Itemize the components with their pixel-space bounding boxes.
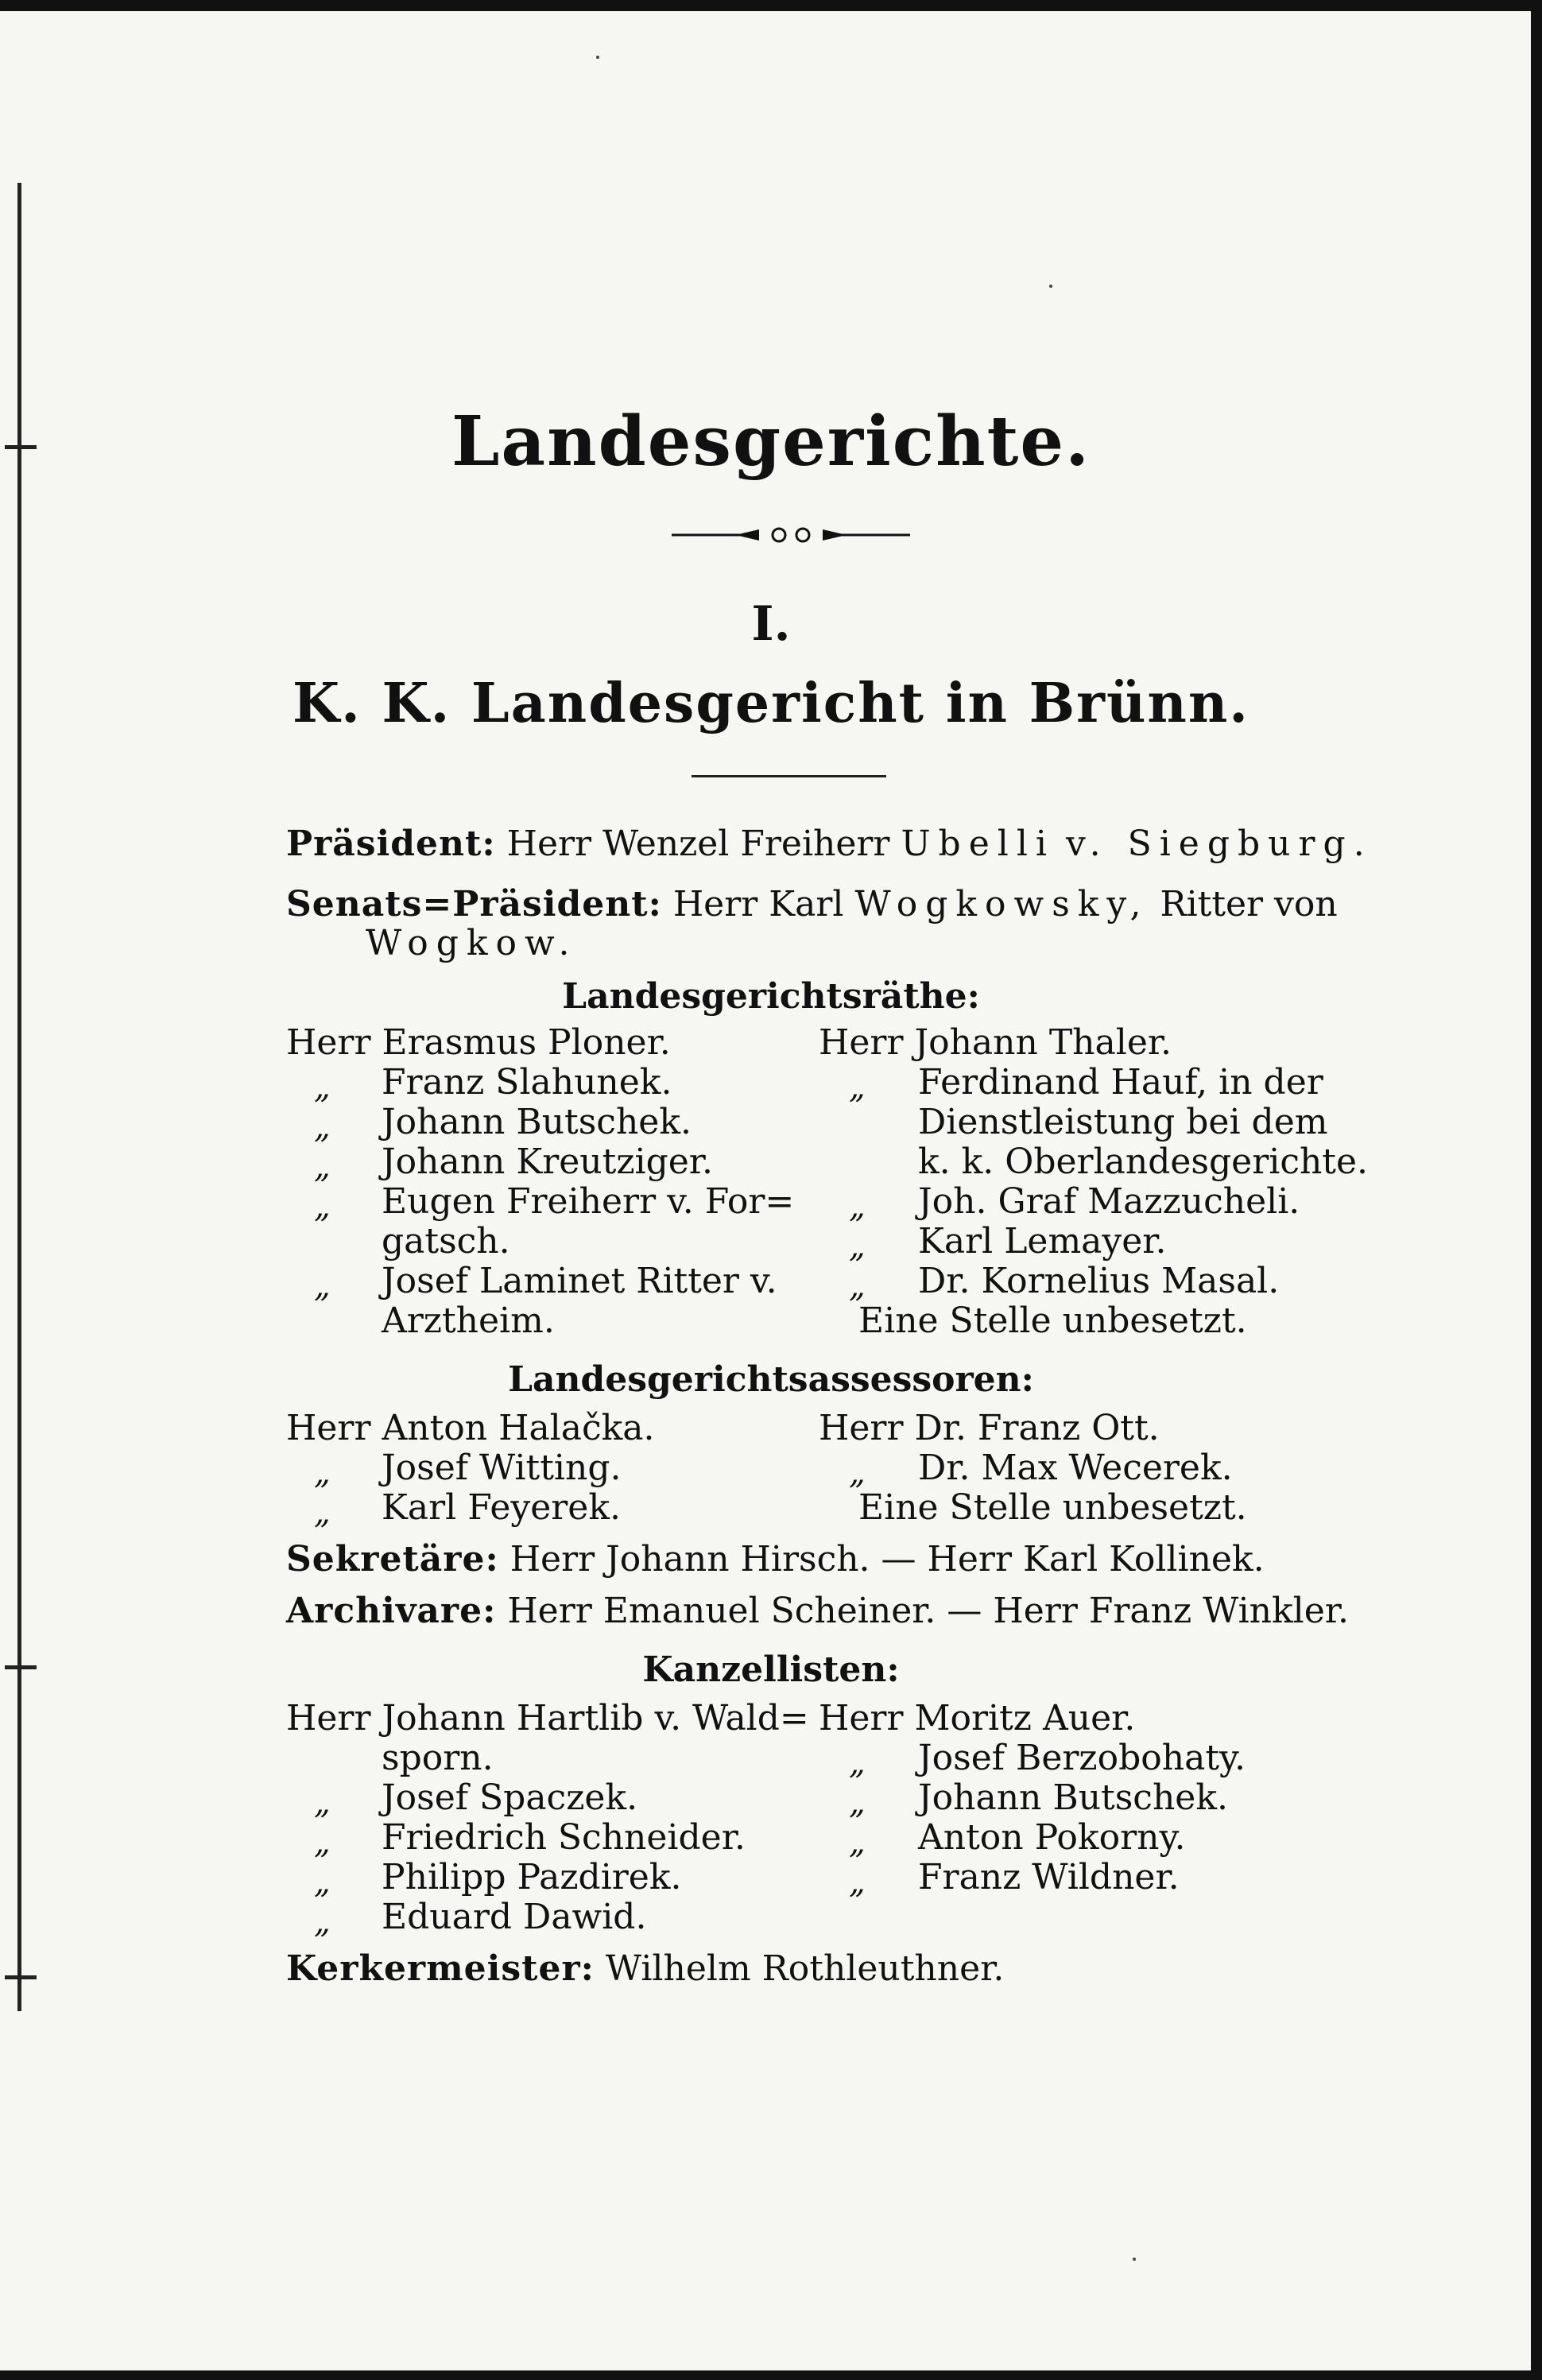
ditto-mark: „ [849, 1745, 866, 1781]
raethe-left-5: gatsch. [382, 1221, 510, 1262]
ditto-mark: „ [314, 1455, 331, 1491]
raethe-right-7: Eine Stelle unbesetzt. [858, 1300, 1247, 1341]
ditto-mark: „ [849, 1188, 866, 1225]
kanzellisten-right-1: Josef Berzobohaty. [918, 1738, 1246, 1778]
kanzellisten-right-0: Herr Moritz Auer. [819, 1698, 1136, 1738]
ditto-mark: „ [314, 1785, 331, 1821]
senats-praesident-line [286, 884, 1338, 924]
kanzellisten-left-1: sporn. [382, 1738, 494, 1778]
ditto-mark: „ [314, 1864, 331, 1901]
raethe-left-0: Herr Erasmus Ploner. [286, 1022, 671, 1063]
assessoren-left-2: Karl Feyerek. [382, 1487, 621, 1528]
praesident-line [286, 824, 1373, 864]
raethe-right-5: Karl Lemayer. [918, 1221, 1167, 1262]
raethe-right-1: Ferdinand Hauf, in der [918, 1062, 1323, 1103]
archivare-line [286, 1591, 1349, 1631]
kerkermeister-label: Kerkermeister: [286, 1948, 595, 1989]
page-title: Landesgerichte. [451, 401, 1091, 482]
senats-praesident-surname: Wogkowsky, [854, 884, 1149, 924]
ditto-mark: „ [314, 1069, 331, 1106]
ditto-mark: „ [849, 1069, 866, 1106]
ditto-mark: „ [849, 1228, 866, 1265]
kanzellisten-left-5: Eduard Dawid. [382, 1897, 647, 1937]
assessoren-heading: Landesgerichtsassessoren: [508, 1359, 1034, 1400]
scan-edge-bottom [0, 2370, 1542, 2380]
raethe-right-3: k. k. Oberlandesgerichte. [918, 1142, 1369, 1182]
raethe-left-4: Eugen Freiherr v. For= [382, 1181, 795, 1222]
ditto-mark: „ [314, 1268, 331, 1304]
assessoren-left-0: Herr Anton Halačka. [286, 1408, 655, 1448]
praesident-label: Präsident: [286, 824, 496, 864]
praesident-name: Herr Wenzel Freiherr [506, 824, 890, 864]
raethe-left-7: Arztheim. [382, 1300, 555, 1341]
raethe-left-6: Josef Laminet Ritter v. [382, 1261, 777, 1301]
kanzellisten-left-4: Philipp Pazdirek. [382, 1857, 682, 1897]
raethe-left-1: Franz Slahunek. [382, 1062, 672, 1103]
assessoren-right-2: Eine Stelle unbesetzt. [858, 1487, 1247, 1528]
praesident-rest: v. Siegburg. [1065, 824, 1373, 864]
kanzellisten-right-3: Anton Pokorny. [918, 1817, 1186, 1858]
margin-mark [5, 1975, 37, 1979]
ditto-mark: „ [314, 1109, 331, 1145]
assessoren-left-1: Josef Witting. [382, 1448, 622, 1488]
scan-edge-right [1531, 0, 1542, 2380]
kanzellisten-right-4: Franz Wildner. [918, 1857, 1180, 1897]
senats-praesident-line2: Wogkow. [366, 923, 578, 963]
ornament-divider [672, 523, 910, 547]
kerkermeister-line [286, 1948, 1005, 1989]
sekretaere-label: Sekretäre: [286, 1539, 499, 1580]
ditto-mark: „ [314, 1824, 331, 1861]
ditto-mark: „ [314, 1188, 331, 1225]
sekretaere-line [286, 1539, 1265, 1580]
praesident-surname: Ubelli [901, 824, 1055, 864]
title-rule [692, 775, 886, 777]
scan-edge-top [0, 0, 1542, 11]
senats-praesident-text1: Herr Karl [672, 884, 844, 924]
ditto-mark: „ [849, 1785, 866, 1821]
senats-praesident-text2: Ritter von [1160, 884, 1338, 924]
archivare-label: Archivare: [286, 1591, 497, 1631]
ditto-mark: „ [849, 1268, 866, 1304]
senats-praesident-label: Senats=Präsident: [286, 884, 662, 924]
kanzellisten-left-3: Friedrich Schneider. [382, 1817, 746, 1858]
raethe-right-6: Dr. Kornelius Masal. [918, 1261, 1280, 1301]
raethe-right-0: Herr Johann Thaler. [819, 1022, 1172, 1063]
speck [1133, 2258, 1136, 2261]
kanzellisten-left-2: Josef Spaczek. [382, 1777, 638, 1818]
kanzellisten-heading: Kanzellisten: [642, 1649, 900, 1690]
raethe-left-2: Johann Butschek. [382, 1102, 692, 1142]
court-title: K. K. Landesgericht in Brünn. [293, 672, 1249, 735]
speck [596, 56, 599, 59]
raethe-right-2: Dienstleistung bei dem [918, 1102, 1328, 1142]
kanzellisten-left-0: Herr Johann Hartlib v. Wald= [286, 1698, 809, 1738]
assessoren-right-1: Dr. Max Wecerek. [918, 1448, 1233, 1488]
ditto-mark: „ [849, 1864, 866, 1901]
ditto-mark: „ [849, 1824, 866, 1861]
sekretaere-text: Herr Johann Hirsch. — Herr Karl Kollinek. [509, 1539, 1265, 1580]
ditto-mark: „ [314, 1904, 331, 1940]
assessoren-right-0: Herr Dr. Franz Ott. [819, 1408, 1160, 1448]
ditto-mark: „ [314, 1149, 331, 1185]
kerkermeister-text: Wilhelm Rothleuthner. [605, 1948, 1005, 1989]
speck [1049, 285, 1052, 288]
raethe-right-4: Joh. Graf Mazzucheli. [918, 1181, 1300, 1222]
ditto-mark: „ [849, 1455, 866, 1491]
archivare-text: Herr Emanuel Scheiner. — Herr Franz Winkler. [507, 1591, 1349, 1631]
ditto-mark: „ [314, 1494, 331, 1531]
kanzellisten-right-2: Johann Butschek. [918, 1777, 1228, 1818]
section-numeral: I. [751, 596, 791, 652]
raethe-left-3: Johann Kreutziger. [382, 1142, 713, 1182]
raethe-heading: Landesgerichtsräthe: [562, 976, 980, 1017]
